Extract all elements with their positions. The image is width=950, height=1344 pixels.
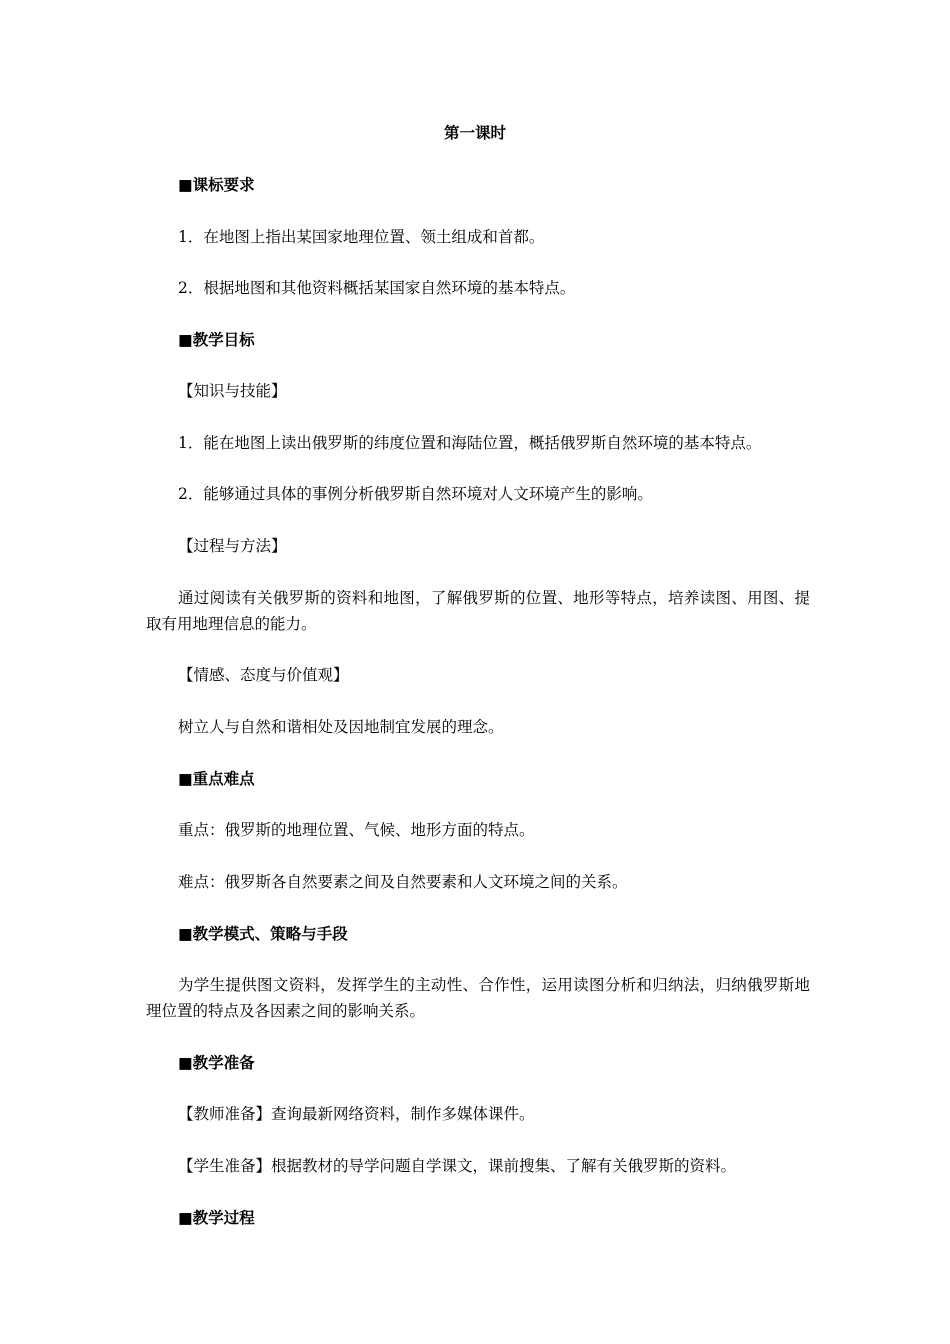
emotion-label: 【情感、态度与价值观】 (178, 666, 349, 684)
knowledge-label: 【知识与技能】 (178, 382, 287, 400)
key-point: 重点：俄罗斯的地理位置、气候、地形方面的特点。 (178, 821, 535, 839)
standards-item-2: 2．根据地图和其他资料概括某国家自然环境的基本特点。 (178, 279, 576, 297)
section-heading-preparation: ■教学准备 (178, 1054, 255, 1072)
mode-paragraph: 为学生提供图文资料，发挥学生的主动性、合作性，运用读图分析和归纳法，归纳俄罗斯地理位置的特点及各因素之间的影响关系。 (146, 976, 810, 1020)
section-heading-standards: ■课标要求 (178, 176, 255, 194)
section-heading-mode: ■教学模式、策略与手段 (178, 925, 348, 943)
standards-item-1: 1．在地图上指出某国家地理位置、领土组成和首都。 (178, 228, 545, 246)
section-heading-process: ■教学过程 (178, 1209, 255, 1227)
process-label: 【过程与方法】 (178, 537, 287, 555)
difficult-point: 难点：俄罗斯各自然要素之间及自然要素和人文环境之间的关系。 (178, 873, 628, 891)
process-paragraph: 通过阅读有关俄罗斯的资料和地图，了解俄罗斯的位置、地形等特点，培养读图、用图、提取有用地理信息的能力。 (146, 589, 810, 633)
page-title: 第一课时 (443, 124, 506, 142)
student-preparation: 【学生准备】根据教材的导学问题自学课文，课前搜集、了解有关俄罗斯的资料。 (178, 1157, 737, 1175)
knowledge-item-1: 1．能在地图上读出俄罗斯的纬度位置和海陆位置，概括俄罗斯自然环境的基本特点。 (178, 434, 762, 452)
knowledge-item-2: 2．能够通过具体的事例分析俄罗斯自然环境对人文环境产生的影响。 (178, 485, 653, 503)
section-heading-key-points: ■重点难点 (178, 770, 255, 788)
teacher-preparation: 【教师准备】查询最新网络资料，制作多媒体课件。 (178, 1105, 535, 1123)
section-heading-objectives: ■教学目标 (178, 331, 255, 349)
emotion-paragraph: 树立人与自然和谐相处及因地制宜发展的理念。 (178, 718, 504, 736)
